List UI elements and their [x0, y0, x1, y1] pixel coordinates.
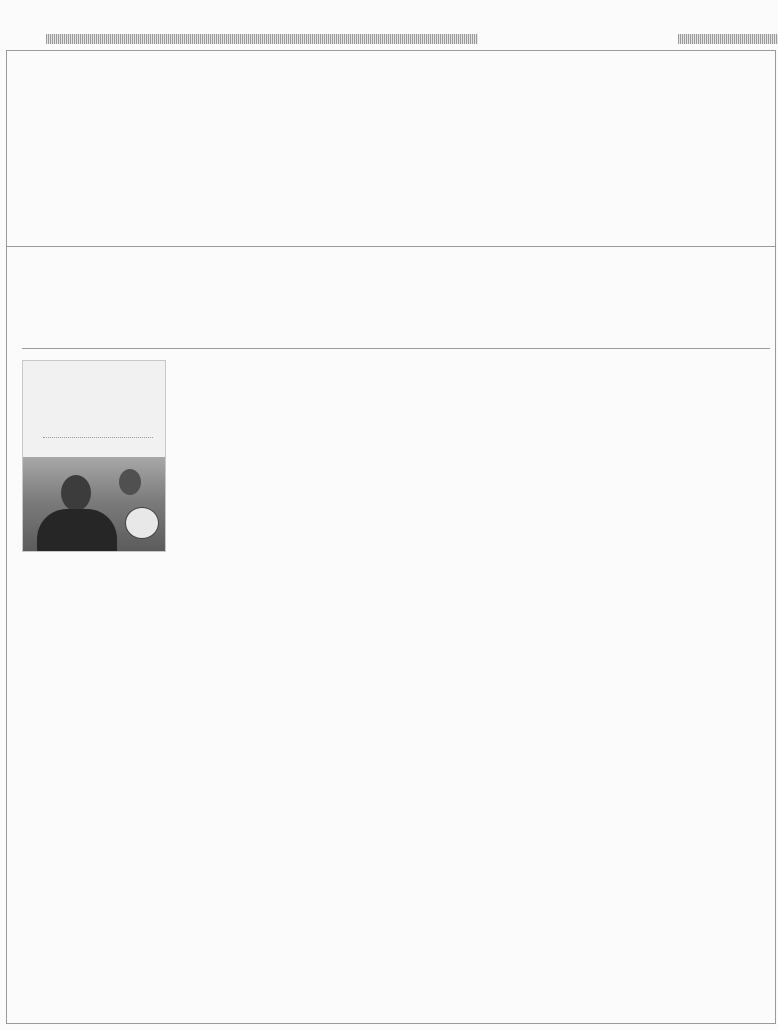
header-rule-right — [678, 34, 778, 44]
book-cover-image — [22, 360, 166, 552]
dvd-sticker — [125, 507, 159, 539]
masthead — [480, 14, 676, 15]
divider — [22, 348, 770, 349]
cyclist-figure — [119, 469, 141, 495]
cover-photo — [23, 457, 166, 552]
divider — [6, 246, 776, 247]
portrait-head — [61, 475, 91, 511]
cover-subtitle-line — [43, 437, 153, 444]
article-column-1-top — [174, 440, 440, 443]
header-rule-left — [46, 34, 478, 44]
portrait-body — [37, 509, 117, 552]
